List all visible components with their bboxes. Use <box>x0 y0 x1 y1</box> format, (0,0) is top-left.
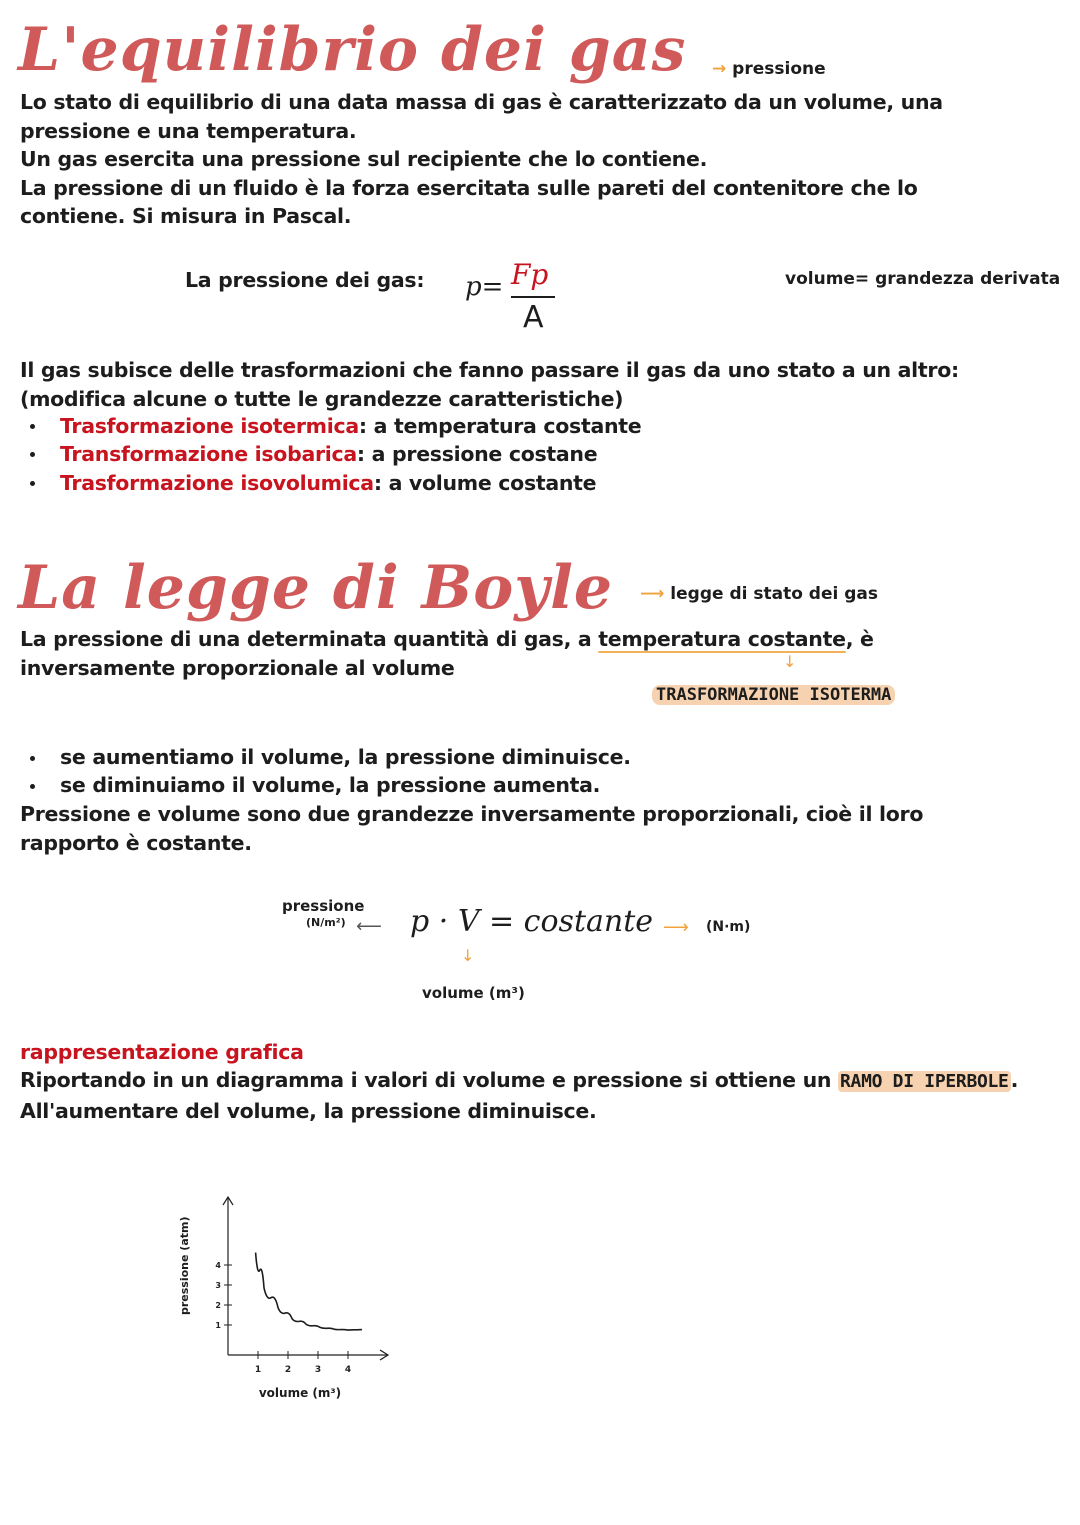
x-tick-label: 1 <box>254 1365 262 1375</box>
summary-paragraph <box>20 800 923 857</box>
pressure-formula <box>465 258 575 338</box>
paragraph-line: Lo stato di equilibrio di una data massa di gas è caratterizzato da un volume, una <box>20 90 943 114</box>
x-axis-label: volume (m³) <box>258 1386 342 1400</box>
summary-line: Pressione e volume sono due grandezze inversamente proporzionali, cioè il loro <box>20 802 924 826</box>
bullet-item: se diminuiamo il volume, la pressione aumenta. <box>60 773 601 797</box>
x-tick-label: 4 <box>344 1365 352 1375</box>
transform-intro <box>20 356 959 413</box>
intro-line: (modifica alcune o tutte le grandezze caratteristiche) <box>20 386 624 411</box>
left-arrow-icon: ⟵ <box>356 916 382 937</box>
graph-heading: rappresentazione grafica <box>20 1040 304 1064</box>
law-line: inversamente proporzionale al volume <box>20 655 455 680</box>
law-underlined: temperatura costante <box>598 627 846 651</box>
summary-line: rapporto è costante. <box>20 830 252 855</box>
graph-line <box>20 1066 1018 1097</box>
law-text: La pressione di una determinata quantità di gas, a <box>20 627 599 651</box>
formula-label: La pressione dei gas: <box>185 268 425 292</box>
boyle-equation <box>270 890 790 1010</box>
graph-text: Riportando in un diagramma i valori di volume e pressione si ottiene un <box>20 1068 838 1092</box>
eq-pressure-label: pressione <box>282 897 365 915</box>
unit-den: m² <box>324 916 341 929</box>
section2-title: La legge di Boyle <box>18 553 614 623</box>
bullet-dot <box>30 452 35 457</box>
y-tick-label: 2 <box>215 1301 221 1310</box>
bullet-dot <box>30 756 35 761</box>
transformation-term: Trasformazione isovolumica <box>60 471 374 495</box>
bullet-dot <box>30 424 35 429</box>
right-arrow-icon: ⟶ <box>663 917 689 938</box>
eq-pressure-unit: (N/m²) <box>306 916 346 929</box>
section2-title-note <box>640 583 878 605</box>
transformation-item <box>60 469 596 498</box>
paragraph-line: contiene. Si misura in Pascal. <box>20 204 352 228</box>
y-tick-label: 4 <box>215 1261 221 1270</box>
eq-right-unit: (N·m) <box>706 919 751 935</box>
side-note: volume= grandezza derivata <box>785 269 1061 289</box>
arrow-icon: → <box>712 59 733 79</box>
fraction-bar <box>511 296 555 298</box>
down-arrow-icon: ↓ <box>461 946 475 965</box>
section1-title: L'equilibrio dei gas <box>18 15 687 85</box>
formula-numerator: Fp <box>511 258 549 291</box>
x-tick-label: 2 <box>284 1365 292 1375</box>
arrow-icon: ⟶ <box>640 584 671 604</box>
paragraph-line: Un gas esercita una pressione sul recipiente che lo contiene. <box>20 147 708 171</box>
bullet-dot <box>30 784 35 789</box>
intro-line: Il gas subisce delle trasformazioni che fanno passare il gas da uno stato a un altro: <box>20 358 959 382</box>
transformation-desc: : a pressione costane <box>356 442 598 466</box>
title-note-text: pressione <box>732 59 826 79</box>
transformation-term: Trasformazione isotermica <box>60 414 359 438</box>
x-tick-label: 3 <box>314 1365 322 1375</box>
hyperbola-curve <box>256 1253 362 1330</box>
down-arrow-icon: ↓ <box>783 652 797 671</box>
bullet-item: se aumentiamo il volume, la pressione diminuisce. <box>60 745 631 769</box>
paragraph-line: pressione e una temperatura. <box>20 118 357 143</box>
bullet-dot <box>30 481 35 486</box>
graph-paragraph <box>20 1066 1018 1125</box>
eq-volume-label: volume (m³) <box>422 984 525 1002</box>
isotherm-highlight <box>652 685 895 705</box>
y-tick-label: 1 <box>215 1321 221 1330</box>
graph-text: . <box>1010 1068 1019 1092</box>
eq-main: p · V = costante <box>410 904 654 939</box>
intro-paragraph <box>20 88 1060 231</box>
transformation-desc: : a volume costante <box>373 471 597 495</box>
unit-num: N <box>311 916 321 929</box>
transformation-item <box>60 440 597 469</box>
boyle-chart <box>160 1185 420 1425</box>
title-note-text: legge di stato dei gas <box>670 584 878 604</box>
graph-line: All'aumentare del volume, la pressione diminuisce. <box>20 1098 597 1123</box>
formula-denominator: A <box>523 300 544 335</box>
title-note <box>712 58 826 80</box>
paragraph-line: La pressione di un fluido è la forza esercitata sulle pareti del contenitore che lo <box>20 175 918 200</box>
y-axis-label: pressione (atm) <box>178 1216 191 1315</box>
transformation-desc: : a temperatura costante <box>358 414 642 438</box>
law-text: , è <box>845 627 874 651</box>
graph-highlight: RAMO DI IPERBOLE <box>840 1071 1009 1092</box>
transformation-item <box>60 412 641 441</box>
law-statement <box>20 625 874 682</box>
formula-lhs: p= <box>465 272 504 302</box>
transformation-term: Transformazione isobarica <box>60 442 357 466</box>
law-line <box>20 625 874 654</box>
highlight-text: TRASFORMAZIONE ISOTERMA <box>652 685 895 705</box>
y-tick-label: 3 <box>215 1281 221 1290</box>
